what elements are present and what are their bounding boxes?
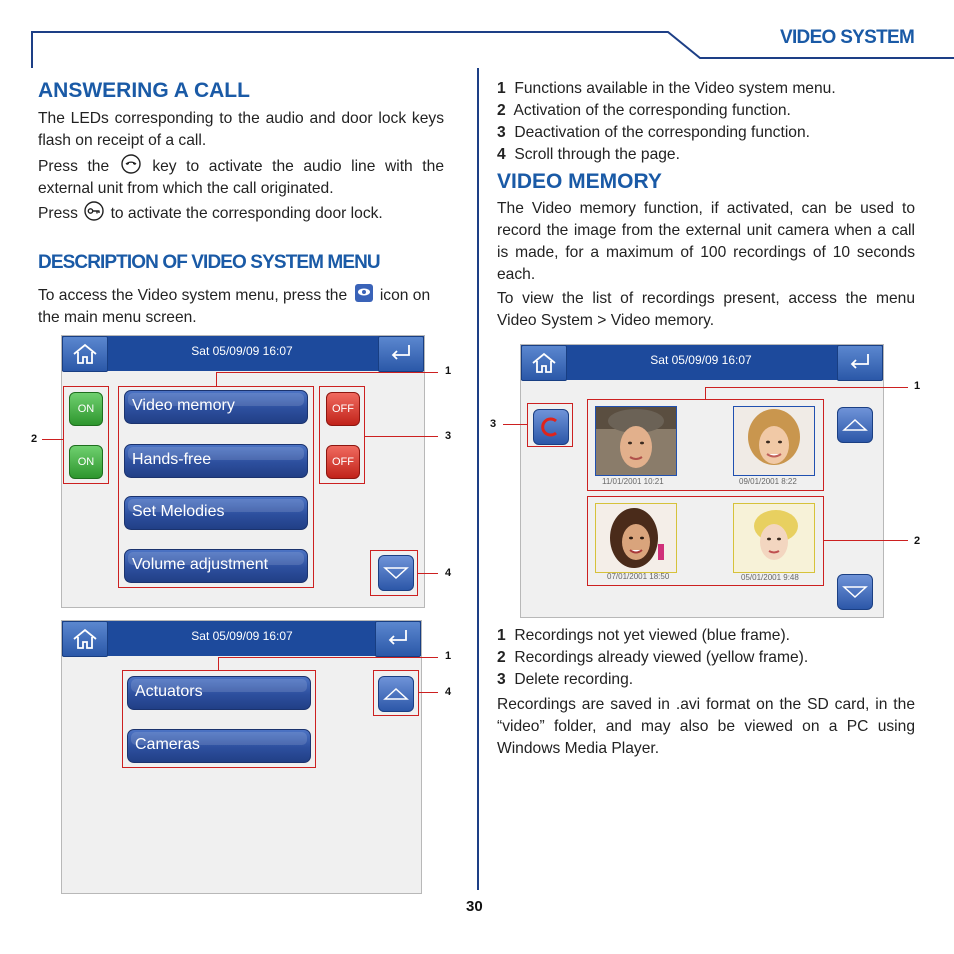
answering-para3-after: to activate the corresponding door lock. [110, 205, 383, 222]
chevron-up-icon [842, 415, 868, 435]
callout-2-1: 1 [445, 650, 452, 662]
menu-para-after: icon on the main menu screen. [38, 287, 431, 326]
hands-free-button[interactable]: Hands-free [124, 444, 308, 478]
leader-2-1a [218, 657, 219, 670]
hands-free-on-button-2[interactable]: ON [69, 445, 103, 479]
callout-3-1: 1 [914, 380, 921, 392]
leader-3-3 [503, 424, 527, 425]
off-button-2[interactable]: OFF [326, 445, 360, 479]
menu-para [38, 283, 444, 329]
callout-box-viewed [587, 496, 824, 586]
cameras-button[interactable]: Cameras [127, 729, 311, 763]
answering-para2-after: key to activate the audio line with the external unit from which the call originated. [38, 158, 444, 197]
callout-2-4: 4 [445, 686, 452, 698]
leader-3-1b [705, 387, 908, 388]
function-list [497, 78, 917, 166]
callout-box-delete [527, 403, 573, 447]
scroll-up-button[interactable] [837, 407, 873, 443]
list-item: 2 Recordings already viewed (yellow frame). [497, 649, 809, 666]
back-arrow-icon [387, 342, 415, 366]
callout-box-on [63, 386, 109, 484]
door-lock-key-icon [84, 201, 104, 221]
callout-box-scroll [370, 550, 418, 596]
answering-para2 [38, 154, 444, 200]
set-melodies-button[interactable]: Set Melodies [124, 496, 308, 530]
screen1-home-button[interactable] [62, 336, 108, 372]
handset-key-icon [121, 154, 141, 174]
actuators-button[interactable]: Actuators [127, 676, 311, 710]
screen2-date: Sat 05/09/09 16:07 [191, 629, 293, 643]
video-memory-heading: VIDEO MEMORY [497, 170, 662, 193]
callout-1: 1 [445, 365, 452, 377]
callout-box-off [319, 386, 365, 484]
answering-heading: ANSWERING A CALL [38, 79, 250, 102]
volume-adjustment-button[interactable]: Volume adjustment [124, 549, 308, 583]
screen2-home-button[interactable] [62, 621, 108, 657]
video-memory-para1: The Video memory function, if activated, can be used to record the image from the external unit camera when a call is made, for a maximum of 100 recordings of 10 seconds each. [497, 200, 915, 283]
menu-heading: DESCRIPTION OF VIDEO SYSTEM MENU [38, 252, 380, 273]
home-icon [71, 342, 99, 366]
video-memory-para2: To view the list of recordings present, access the menu Video System > Video memory. [497, 290, 915, 329]
callout-box-scroll-2 [373, 670, 419, 716]
list-item: 3 Deactivation of the corresponding function. [497, 124, 810, 141]
screen3-home-button[interactable] [521, 345, 567, 381]
answering-para1: The LEDs corresponding to the audio and door lock keys flash on receipt of a call. [38, 110, 444, 149]
callout-3-3: 3 [490, 418, 497, 430]
section-title: VIDEO SYSTEM [780, 27, 915, 48]
recording-list [497, 625, 917, 691]
video-memory-button[interactable]: Video memory [124, 390, 308, 424]
screen1-back-button[interactable] [378, 336, 424, 372]
home-icon [71, 627, 99, 651]
leader-1a [216, 372, 217, 386]
callout-2: 2 [31, 433, 38, 445]
leader-3-2 [824, 540, 908, 541]
answering-para2-before: Press the [38, 158, 110, 175]
recording-caption-4: 05/01/2001 9:48 [741, 573, 799, 582]
callout-3-2: 2 [914, 535, 921, 547]
recording-caption-3: 07/01/2001 18:50 [607, 572, 670, 581]
screen1-date: Sat 05/09/09 16:07 [191, 344, 293, 358]
answering-para3-before: Press [38, 205, 78, 222]
leader-3-1a [705, 387, 706, 399]
recording-caption-2: 09/01/2001 8:22 [739, 477, 797, 486]
hands-free-on-button-1[interactable]: ON [69, 392, 103, 426]
list-item: 2 Activation of the corresponding function. [497, 102, 791, 119]
recordings-saved-para: Recordings are saved in .avi format on the SD card, in the “video” folder, and may also be viewed on a PC using Windows Media Player. [497, 696, 915, 757]
screen2-back-button[interactable] [375, 621, 421, 657]
menu-para-before: To access the Video system menu, press the [38, 287, 348, 304]
column-divider [477, 68, 479, 890]
leader-4 [418, 573, 438, 574]
home-icon [530, 351, 558, 375]
back-arrow-icon [846, 351, 874, 375]
leader-3 [365, 436, 438, 437]
back-arrow-icon [384, 627, 412, 651]
list-item: 1 Recordings not yet viewed (blue frame). [497, 627, 790, 644]
page-number: 30 [466, 898, 483, 915]
screen3-date: Sat 05/09/09 16:07 [650, 353, 752, 367]
leader-2-4 [419, 692, 438, 693]
leader-1b [216, 372, 438, 373]
recording-caption-1: 11/01/2001 10:21 [602, 477, 664, 486]
callout-box-functions [118, 386, 314, 588]
list-item: 4 Scroll through the page. [497, 146, 680, 163]
callout-box-unviewed [587, 399, 824, 491]
off-button-1[interactable]: OFF [326, 392, 360, 426]
chevron-down-icon [842, 582, 868, 602]
callout-4: 4 [445, 567, 452, 579]
callout-3: 3 [445, 430, 452, 442]
callout-box-functions-2 [122, 670, 316, 768]
list-item: 3 Delete recording. [497, 671, 634, 688]
leader-2-1b [218, 657, 438, 658]
leader-2 [42, 439, 63, 440]
scroll-down-button[interactable] [837, 574, 873, 610]
list-item: 1 Functions available in the Video system menu. [497, 80, 836, 97]
screen3-back-button[interactable] [837, 345, 883, 381]
video-system-icon [354, 283, 374, 303]
answering-para3 [38, 201, 458, 225]
